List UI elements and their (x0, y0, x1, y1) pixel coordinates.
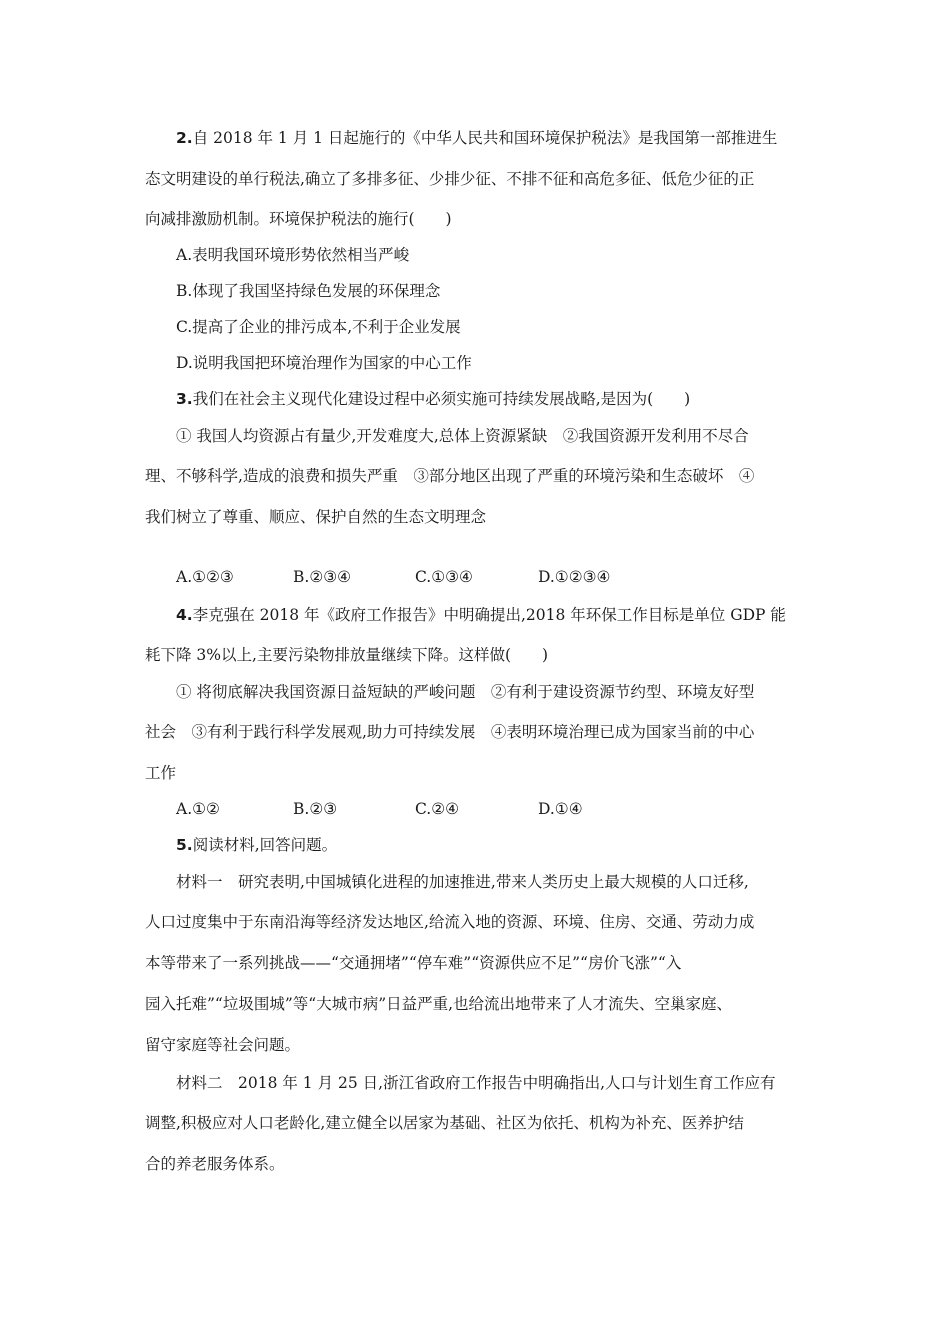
q5-stem-1: 阅读材料,回答问题。 (192, 836, 338, 854)
q4-line-3: ① 将彻底解决我国资源日益短缺的严峻问题 ②有利于建设资源节约型、环境友好型 (176, 683, 755, 701)
q3-line-2: ① 我国人均资源占有量少,开发难度大,总体上资源紧缺 ②我国资源开发利用不尽合 (176, 427, 749, 445)
q4-option-a: A.①② (176, 800, 220, 818)
q4-line-5: 工作 (145, 764, 177, 782)
q4-line-1 (176, 605, 786, 625)
q3-option-b: B.②③④ (293, 568, 352, 586)
q2-option-a: A.表明我国环境形势依然相当严峻 (176, 246, 410, 264)
q5-material2-line-3: 合的养老服务体系。 (145, 1155, 285, 1173)
q2-number: 2. (176, 129, 193, 147)
q4-line-2: 耗下降 3%以上,主要污染物排放量继续下降。这样做( ) (145, 646, 549, 664)
q2-option-b: B.体现了我国坚持绿色发展的环保理念 (176, 282, 441, 300)
q3-stem-1: 我们在社会主义现代化建设过程中必须实施可持续发展战略,是因为( ) (192, 390, 691, 408)
q2-stem-1: 自 2018 年 1 月 1 日起施行的《中华人民共和国环境保护税法》是我国第一部推进生 (192, 129, 778, 147)
q3-option-c: C.①③④ (415, 568, 473, 586)
q3-line-1 (176, 389, 690, 409)
q4-option-b: B.②③ (293, 800, 338, 818)
q5-material1-line-2: 人口过度集中于东南沿海等经济发达地区,给流入地的资源、环境、住房、交通、劳动力成 (145, 913, 755, 931)
q2-line-1 (176, 128, 777, 148)
q3-option-d: D.①②③④ (538, 568, 611, 586)
q5-material1-line-5: 留守家庭等社会问题。 (145, 1036, 301, 1054)
q2-option-d: D.说明我国把环境治理作为国家的中心工作 (176, 354, 472, 372)
q4-stem-1: 李克强在 2018 年《政府工作报告》中明确提出,2018 年环保工作目标是单位 GDP 能 (192, 606, 786, 624)
q5-number: 5. (176, 836, 193, 854)
q5-material1-line-4: 园入托难”“垃圾围城”等“大城市病”日益严重,也给流出地带来了人才流失、空巢家庭、 (145, 995, 733, 1013)
q4-line-4: 社会 ③有利于践行科学发展观,助力可持续发展 ④表明环境治理已成为国家当前的中心 (145, 723, 755, 741)
q5-material2-line-2: 调整,积极应对人口老龄化,建立健全以居家为基础、社区为依托、机构为补充、医养护结 (145, 1114, 744, 1132)
q5-material1-line-1: 材料一 研究表明,中国城镇化进程的加速推进,带来人类历史上最大规模的人口迁移, (176, 873, 749, 891)
q2-option-c: C.提高了企业的排污成本,不利于企业发展 (176, 318, 461, 336)
q4-option-c: C.②④ (415, 800, 460, 818)
q3-line-3: 理、不够科学,造成的浪费和损失严重 ③部分地区出现了严重的环境污染和生态破坏 ④ (145, 467, 755, 485)
q2-line-2: 态文明建设的单行税法,确立了多排多征、少排少征、不排不征和高危多征、低危少征的正 (145, 170, 755, 188)
q3-number: 3. (176, 390, 193, 408)
q4-number: 4. (176, 606, 193, 624)
q4-option-d: D.①④ (538, 800, 583, 818)
q3-option-a: A.①②③ (176, 568, 234, 586)
q5-line-1 (176, 835, 337, 855)
q5-material2-line-1: 材料二 2018 年 1 月 25 日,浙江省政府工作报告中明确指出,人口与计划生育工作应有 (176, 1074, 776, 1092)
q2-line-3: 向减排激励机制。环境保护税法的施行( ) (145, 210, 452, 228)
q3-line-4: 我们树立了尊重、顺应、保护自然的生态文明理念 (145, 508, 487, 526)
q5-material1-line-3: 本等带来了一系列挑战——“交通拥堵”“停车难”“资源供应不足”“房价飞涨”“入 (145, 954, 682, 972)
